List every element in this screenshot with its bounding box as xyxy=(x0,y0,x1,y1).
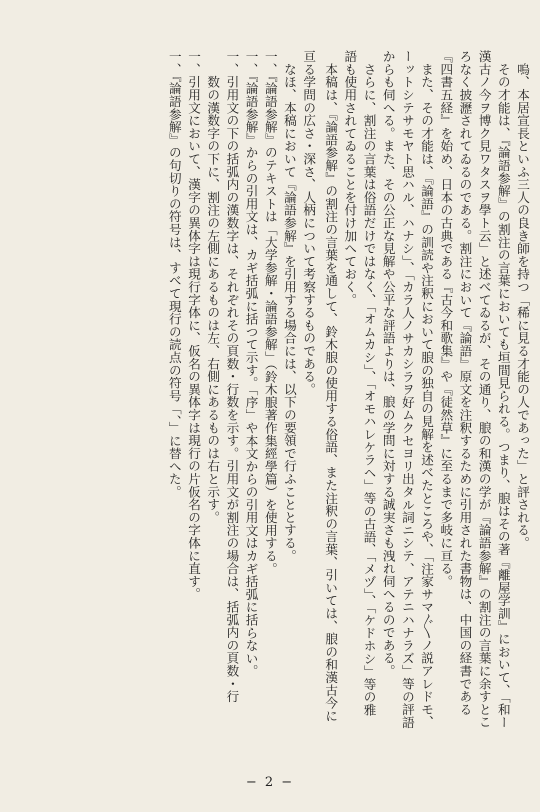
list-item: 一、『論語参解』のテキストは「大学参解・論語参解」（鈴木朖著作集經學篇）を使用する。 xyxy=(262,50,278,575)
text-column: ろなく披瀝されてゐるのである。割注において『論語』原文を注釈するために引用された書物は、中国の経書である xyxy=(457,50,473,716)
text-column: 本稿は、『論語参解』の割注の言葉を通して、鈴木朖の使用する俗語、また注釈の言葉、引いては、朖の和漢古今に xyxy=(323,50,339,723)
text-column: 漢古ノ今ヲ博ク見ワタスヲ學ト云」と述べてゐるが、その通り、朖の和漢の学が『論語参解』の割注の言葉に余すとこ xyxy=(476,50,492,729)
text-column: また、その才能は、『論語』の訓読や注釈において朖の独自の見解を述べたところや、「注家サマ〴〵ノ説アレドモ、 xyxy=(419,50,435,729)
vertical-text-body xyxy=(161,50,528,750)
list-item: 一、『論語参解』からの引用文は、カギ括弧に括つて示す。「序」や本文からの引用文はカギ括弧に括らない。 xyxy=(243,50,259,678)
text-column: 『四書五経』を始め、日本の古典である『古今和歌集』や『徒然草』に至るまで多岐に亘る。 xyxy=(438,50,454,588)
list-item: 一、引用文の下の括弧内の漢数字は、それぞれその頁数・行数を示す。引用文が割注の場合は、括弧内の頁数・行 xyxy=(224,50,240,703)
text-column: さらに、割注の言葉は俗語だけではなく、「オムカシ」、「オモハレケラヘ」等の古語、「メヅ」、「ケドホシ」等の雅 xyxy=(361,50,377,717)
text-column: 亘る学問の広さ・深さ、人柄について考察するものである。 xyxy=(301,50,317,396)
text-column: なほ、本稿において『論語参解』を引用する場合には、以下の要領で行ふこととする。 xyxy=(281,50,297,562)
page-number: − 2 − xyxy=(245,775,295,790)
text-column: 嗚、本居宣長といふ三人の良き師を持つ「稀に見る才能の人であった」と評される。 xyxy=(515,50,530,550)
list-item: 一、引用文において、漢字の異体字は現行字体に、仮名の異体字は現行の片仮名の字体に直す。 xyxy=(186,50,201,601)
text-column: からも伺へる。また、その公正な見解や公平な評語よりは、朖の学問に対する誠実さも洩れ伺へるのである。 xyxy=(380,50,396,678)
list-item-continuation: 数の漢数字の下に、割注の左側にあるものは左、右側にあるものは右と示す。 xyxy=(205,50,221,524)
text-column: 語も使用されてゐることを付け加へておく。 xyxy=(342,50,358,306)
text-column: その才能は、『論語参解』の割注の言葉においても垣間見られる。つまり、朖はその著『離屋学訓』において、「和ー xyxy=(495,50,511,729)
text-column: ーットシテサモヤト思ハル、ハナシ」、「カラ人ノサカシラヲ好ムクセヨリ出タル詞ニシテ、アテニハナラズ」等の評語 xyxy=(399,50,415,729)
list-item: 一、『論語参解』の句切りの符号は、すべて現行の読点の符号「、」に替へた。 xyxy=(166,50,182,499)
